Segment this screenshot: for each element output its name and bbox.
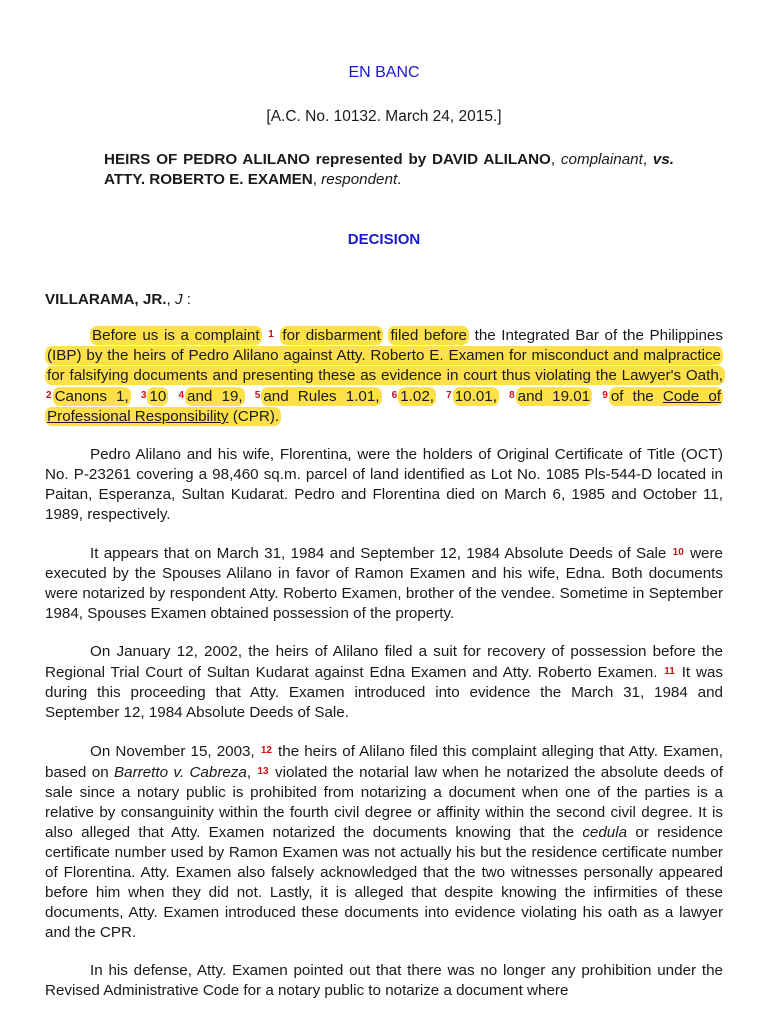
highlight: filed before — [390, 327, 467, 344]
text-run: the heirs of Alilano filed this complaint alleging that Atty. Examen, based on — [45, 743, 723, 781]
ponente-name: VILLARAMA, JR. — [45, 291, 167, 308]
footnote-link[interactable]: 13 — [257, 766, 269, 777]
paragraph-6: In his defense, Atty. Examen pointed out that there was no longer any prohibition under the Revised Administrative Code for a notary public to notarize a document where — [45, 962, 723, 999]
paragraph-2: Pedro Alilano and his wife, Florentina, were the holders of Original Certificate of Title (OCT) No. P-23261 covering a 98,460 sq.m. parcel of land identified as Lot No. 1085 Pls-544-D located in Paitan, Esperanza, Sultan Kudarat. Pedro and Florentina died on March 6, 1985 and October 11, 1989, respectively. — [45, 446, 723, 523]
highlight: and Rules 1.01, — [263, 388, 380, 405]
ponente: VILLARAMA, JR., J : — [45, 291, 191, 308]
text-run: On November 15, 2003, — [90, 743, 255, 760]
footnote-link[interactable]: 7 — [446, 390, 452, 401]
paragraph-3 — [45, 543, 723, 624]
highlight: Before us is a complaint — [92, 327, 260, 344]
paragraph-1 — [45, 325, 723, 427]
case-number: [A.C. No. 10132. March 24, 2015.] — [266, 108, 502, 125]
footnote-link[interactable]: 11 — [664, 666, 675, 677]
text-run: (CPR). — [232, 408, 280, 425]
decision-body — [45, 325, 723, 1019]
text-run: or residence certificate number used by Ramon Examen was not actually his but the residence certificate number of Florentina. Atty. Examen also falsely acknowledged that the two witnesses personally appeared before him when they did not. Lastly, it is alleged that despite knowing the infirmities of these documents, Atty. Examen introduced these documents into evidence violating his oath as a lawyer and the CPR. — [45, 824, 723, 941]
footnote-link[interactable]: 6 — [391, 390, 398, 401]
text-run: It appears that on March 31, 1984 and September 12, 1984 Absolute Deeds of Sale — [90, 545, 667, 562]
footnote-link[interactable]: 5 — [254, 390, 261, 401]
highlight: (IBP) by the heirs of Pedro Alilano against Atty. Roberto E. Examen for misconduct and malpractice for falsifying documents and presenting these as evidence in court thus violating the Lawyer's Oath, — [47, 347, 723, 384]
footnote-link[interactable]: 2 — [46, 390, 52, 401]
paragraph-4 — [45, 642, 723, 723]
footnote-link[interactable]: 8 — [509, 390, 515, 401]
text-run: violated the notarial law when he notarized the absolute deeds of sale since a notary public is prohibited from notarizing a document when one of the parties is a relative by consanguinity within the fourth civil degree or affinity within the second civil degree. It is also alleged that Atty. Examen notarized the documents knowing that the — [45, 764, 723, 841]
highlight: and 19.01 — [517, 388, 591, 405]
footnote-link[interactable]: 4 — [178, 390, 185, 401]
highlight: 10.01, — [454, 388, 497, 405]
footnote-link[interactable]: 10 — [672, 547, 684, 558]
text-run: of the — [610, 388, 654, 405]
paragraph-5 — [45, 741, 723, 943]
text-run: On January 12, 2002, the heirs of Alilano filed a suit for recovery of possession before the Regional Trial Court of Sultan Kudarat against Edna Examen and Atty. Roberto Examen. — [45, 643, 723, 681]
complainant-name: HEIRS OF PEDRO ALILANO represented by DAVID ALILANO — [104, 151, 551, 168]
footnote-link[interactable]: 9 — [602, 390, 608, 401]
code-of-professional-responsibility-link[interactable]: Code of Professional Responsibility — [47, 388, 721, 425]
text-run: , — [246, 764, 252, 781]
complainant-role: complainant — [560, 151, 643, 168]
highlight: and 19, — [187, 388, 243, 405]
footnote-link[interactable]: 12 — [260, 745, 272, 756]
footnote-link[interactable]: 3 — [140, 390, 147, 401]
case-parties: HEIRS OF PEDRO ALILANO represented by DAVID ALILANO, complainant, vs. ATTY. ROBERTO E. EXAMEN, respondent. — [104, 151, 674, 188]
case-citation: Barretto v. Cabreza — [114, 764, 247, 781]
footnote-link[interactable]: 1 — [268, 329, 274, 340]
ponente-suffix: J — [174, 291, 183, 308]
cedula-term: cedula — [582, 824, 628, 841]
decision-title: DECISION — [347, 231, 421, 248]
respondent-name: ATTY. ROBERTO E. EXAMEN — [104, 171, 313, 188]
highlight: Canons 1, — [54, 388, 129, 405]
text-run: the Integrated Bar of the Philippines — [474, 327, 723, 344]
respondent-role: respondent — [321, 171, 398, 188]
text-run: It was during this proceeding that Atty. Examen introduced into evidence the March 31, 1984 and September 12, 1984 Absolute Deeds of Sale. — [45, 664, 723, 721]
highlight: 1.02, — [400, 388, 435, 405]
court-division: EN BANC — [348, 64, 420, 81]
highlight: for disbarment — [282, 327, 381, 344]
versus-label: vs. — [652, 151, 674, 168]
highlight: 10 — [149, 388, 167, 405]
text-run: were executed by the Spouses Alilano in favor of Ramon Examen and his wife, Edna. Both documents were notarized by respondent Atty. Roberto Examen, brother of the vendee. Sometime in September 1984, Spouses Examen obtained possession of the property. — [45, 545, 723, 622]
